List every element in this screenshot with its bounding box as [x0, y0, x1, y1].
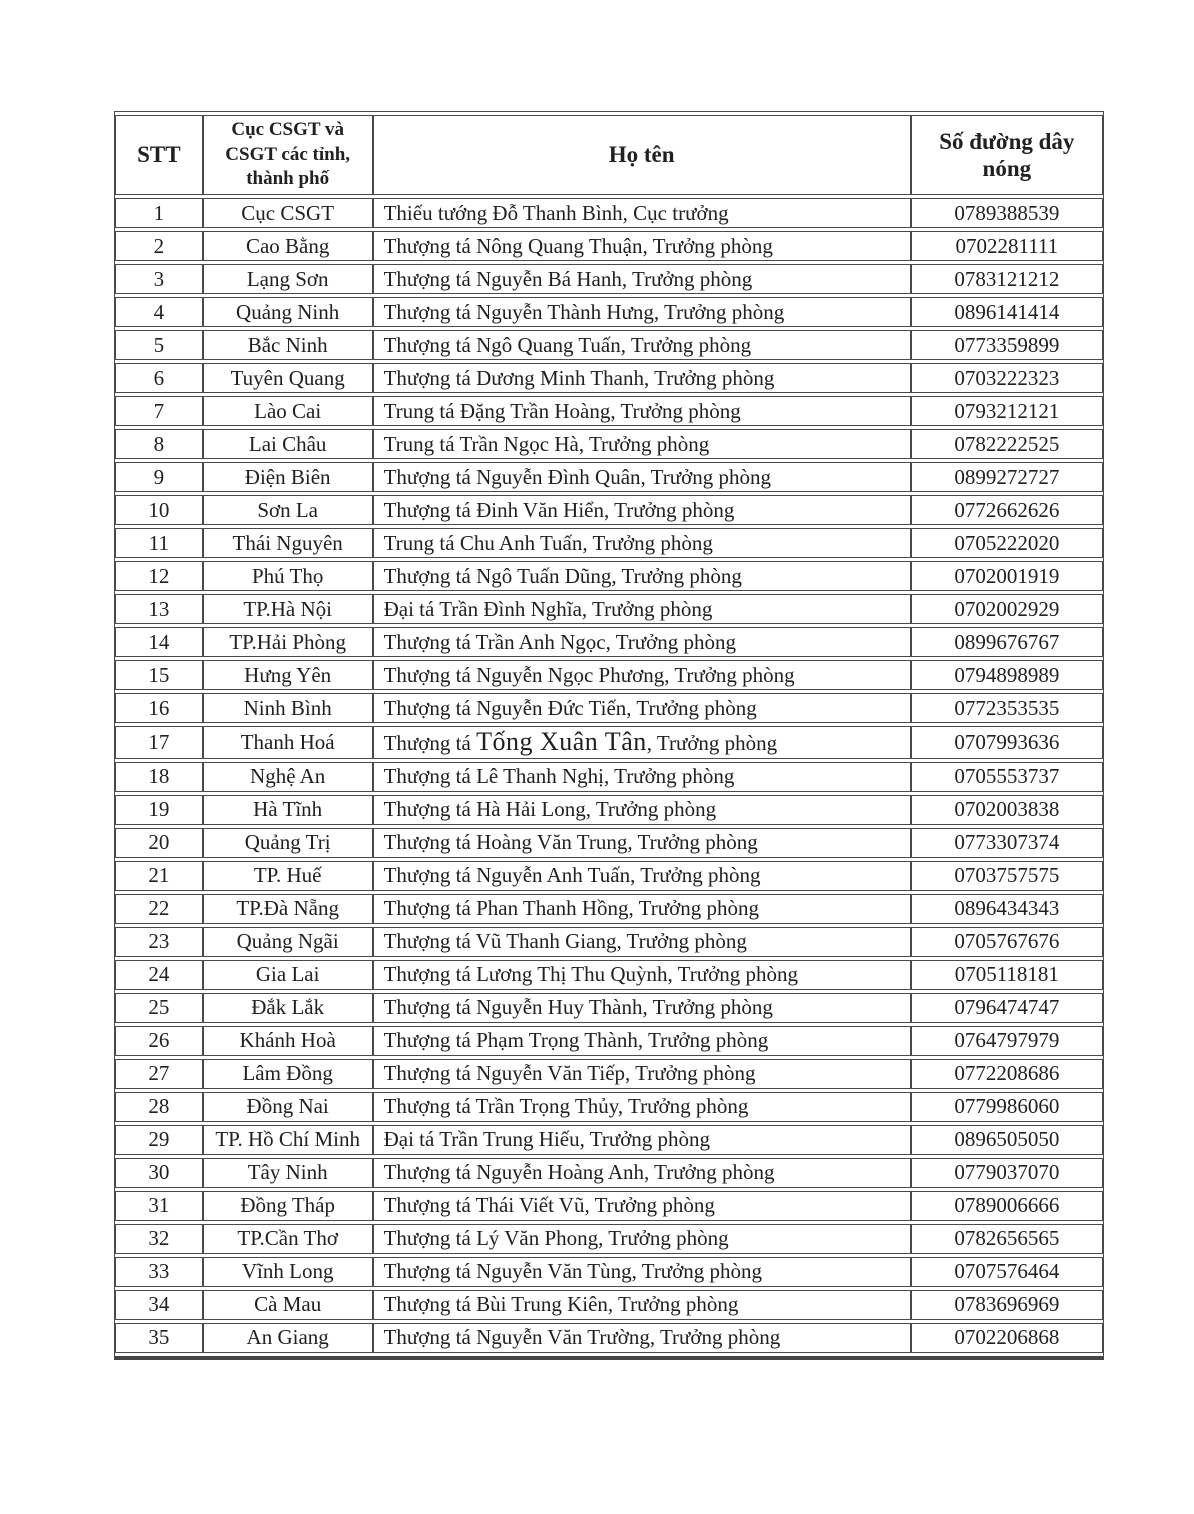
table-row: [115, 561, 1103, 591]
phone-cell: 0896434343: [911, 894, 1103, 924]
province-cell: Khánh Hoà: [203, 1026, 373, 1056]
header-row: [115, 115, 1103, 195]
phone-cell: 0796474747: [911, 993, 1103, 1023]
table-row: [115, 660, 1103, 690]
province-cell: Hà Tĩnh: [203, 795, 373, 825]
stt-cell: 18: [115, 762, 203, 792]
province-cell: Hưng Yên: [203, 660, 373, 690]
table-row: [115, 1158, 1103, 1188]
province-cell: Bắc Ninh: [203, 330, 373, 360]
province-cell: Lai Châu: [203, 429, 373, 459]
table-row: [115, 396, 1103, 426]
stt-cell: 19: [115, 795, 203, 825]
table-row: [115, 993, 1103, 1023]
name-cell: Thượng tá Nguyễn Ngọc Phương, Trưởng phòng: [373, 660, 911, 690]
province-cell: Tuyên Quang: [203, 363, 373, 393]
stt-cell: 4: [115, 297, 203, 327]
emphasized-name: Tống Xuân Tân: [476, 727, 647, 757]
phone-cell: 0779986060: [911, 1092, 1103, 1122]
phone-cell: 0702002929: [911, 594, 1103, 624]
stt-cell: 33: [115, 1257, 203, 1287]
phone-cell: 0772208686: [911, 1059, 1103, 1089]
name-cell: Trung tá Trần Ngọc Hà, Trưởng phòng: [373, 429, 911, 459]
table-row: [115, 363, 1103, 393]
phone-cell: 0705222020: [911, 528, 1103, 558]
table-row: [115, 429, 1103, 459]
stt-cell: 22: [115, 894, 203, 924]
name-cell: Thượng tá Nguyễn Văn Tùng, Trưởng phòng: [373, 1257, 911, 1287]
province-cell: Thái Nguyên: [203, 528, 373, 558]
stt-cell: 24: [115, 960, 203, 990]
table-row: [115, 927, 1103, 957]
stt-cell: 17: [115, 726, 203, 759]
name-cell: Thượng tá Nguyễn Thành Hưng, Trưởng phòng: [373, 297, 911, 327]
table-row: [115, 894, 1103, 924]
table-row: [115, 1224, 1103, 1254]
phone-cell: 0783696969: [911, 1290, 1103, 1320]
province-cell: Cao Bằng: [203, 231, 373, 261]
stt-cell: 6: [115, 363, 203, 393]
province-cell: Vĩnh Long: [203, 1257, 373, 1287]
province-cell: Gia Lai: [203, 960, 373, 990]
phone-cell: 0789006666: [911, 1191, 1103, 1221]
table-row: [115, 795, 1103, 825]
province-cell: Tây Ninh: [203, 1158, 373, 1188]
phone-cell: 0707576464: [911, 1257, 1103, 1287]
table-row: [115, 297, 1103, 327]
stt-cell: 5: [115, 330, 203, 360]
name-cell: Thượng tá Nguyễn Huy Thành, Trưởng phòng: [373, 993, 911, 1023]
name-cell: Thượng tá Hà Hải Long, Trưởng phòng: [373, 795, 911, 825]
header-name: Họ tên: [373, 115, 911, 195]
phone-cell: 0793212121: [911, 396, 1103, 426]
province-cell: Lâm Đồng: [203, 1059, 373, 1089]
name-cell: Thượng tá Thái Viết Vũ, Trưởng phòng: [373, 1191, 911, 1221]
stt-cell: 12: [115, 561, 203, 591]
table-row: [115, 594, 1103, 624]
table-row: [115, 528, 1103, 558]
table-row: [115, 264, 1103, 294]
table-row: [115, 627, 1103, 657]
table-row: [115, 1323, 1103, 1353]
province-cell: Lào Cai: [203, 396, 373, 426]
province-cell: Điện Biên: [203, 462, 373, 492]
stt-cell: 13: [115, 594, 203, 624]
table-row: [115, 330, 1103, 360]
name-cell: Thượng tá Nguyễn Anh Tuấn, Trưởng phòng: [373, 861, 911, 891]
phone-cell: 0783121212: [911, 264, 1103, 294]
table-body: [115, 198, 1103, 1353]
table-row: [115, 1191, 1103, 1221]
name-cell: Thượng tá Đinh Văn Hiển, Trưởng phòng: [373, 495, 911, 525]
province-cell: TP. Huế: [203, 861, 373, 891]
phone-cell: 0702206868: [911, 1323, 1103, 1353]
phone-cell: 0899676767: [911, 627, 1103, 657]
stt-cell: 10: [115, 495, 203, 525]
table-row: [115, 861, 1103, 891]
phone-cell: 0896505050: [911, 1125, 1103, 1155]
province-cell: Ninh Bình: [203, 693, 373, 723]
name-cell: Thượng tá Phan Thanh Hồng, Trưởng phòng: [373, 894, 911, 924]
table-row: [115, 1059, 1103, 1089]
stt-cell: 32: [115, 1224, 203, 1254]
phone-cell: 0702003838: [911, 795, 1103, 825]
phone-cell: 0899272727: [911, 462, 1103, 492]
stt-cell: 2: [115, 231, 203, 261]
table-row: [115, 726, 1103, 759]
stt-cell: 9: [115, 462, 203, 492]
stt-cell: 16: [115, 693, 203, 723]
phone-cell: 0789388539: [911, 198, 1103, 228]
stt-cell: 27: [115, 1059, 203, 1089]
province-cell: Đồng Tháp: [203, 1191, 373, 1221]
table-row: [115, 198, 1103, 228]
phone-cell: 0896141414: [911, 297, 1103, 327]
province-cell: TP. Hồ Chí Minh: [203, 1125, 373, 1155]
table-row: [115, 495, 1103, 525]
province-cell: Đồng Nai: [203, 1092, 373, 1122]
province-cell: Cà Mau: [203, 1290, 373, 1320]
stt-cell: 14: [115, 627, 203, 657]
stt-cell: 29: [115, 1125, 203, 1155]
name-cell: Thiếu tướng Đỗ Thanh Bình, Cục trưởng: [373, 198, 911, 228]
phone-cell: 0707993636: [911, 726, 1103, 759]
province-cell: Đắk Lắk: [203, 993, 373, 1023]
phone-cell: 0772662626: [911, 495, 1103, 525]
province-cell: TP.Cần Thơ: [203, 1224, 373, 1254]
phone-cell: 0764797979: [911, 1026, 1103, 1056]
province-cell: Thanh Hoá: [203, 726, 373, 759]
name-cell: Thượng tá Nguyễn Hoàng Anh, Trưởng phòng: [373, 1158, 911, 1188]
phone-cell: 0703222323: [911, 363, 1103, 393]
name-cell: Thượng tá Trần Trọng Thủy, Trưởng phòng: [373, 1092, 911, 1122]
table-row: [115, 462, 1103, 492]
stt-cell: 7: [115, 396, 203, 426]
name-cell: Thượng tá Ngô Quang Tuấn, Trưởng phòng: [373, 330, 911, 360]
table-row: [115, 1290, 1103, 1320]
name-cell: Thượng tá Nguyễn Bá Hanh, Trưởng phòng: [373, 264, 911, 294]
phone-cell: 0794898989: [911, 660, 1103, 690]
province-cell: Nghệ An: [203, 762, 373, 792]
name-cell: Thượng tá Nguyễn Đức Tiến, Trưởng phòng: [373, 693, 911, 723]
province-cell: Cục CSGT: [203, 198, 373, 228]
name-cell: Đại tá Trần Đình Nghĩa, Trưởng phòng: [373, 594, 911, 624]
stt-cell: 31: [115, 1191, 203, 1221]
phone-cell: 0782656565: [911, 1224, 1103, 1254]
name-cell: Thượng tá Ngô Tuấn Dũng, Trưởng phòng: [373, 561, 911, 591]
stt-cell: 21: [115, 861, 203, 891]
name-cell: Thượng tá Lương Thị Thu Quỳnh, Trưởng phòng: [373, 960, 911, 990]
stt-cell: 30: [115, 1158, 203, 1188]
table-row: [115, 231, 1103, 261]
stt-cell: 8: [115, 429, 203, 459]
stt-cell: 26: [115, 1026, 203, 1056]
name-cell: Thượng tá Nguyễn Văn Trường, Trưởng phòng: [373, 1323, 911, 1353]
header-province: Cục CSGT và CSGT các tỉnh, thành phố: [203, 115, 373, 195]
name-cell: Trung tá Đặng Trần Hoàng, Trưởng phòng: [373, 396, 911, 426]
stt-cell: 34: [115, 1290, 203, 1320]
table-row: [115, 960, 1103, 990]
table-row: [115, 1092, 1103, 1122]
name-cell: Đại tá Trần Trung Hiếu, Trưởng phòng: [373, 1125, 911, 1155]
province-cell: Lạng Sơn: [203, 264, 373, 294]
name-cell: Thượng tá Trần Anh Ngọc, Trưởng phòng: [373, 627, 911, 657]
phone-cell: 0705553737: [911, 762, 1103, 792]
name-cell: Thượng tá Lê Thanh Nghị, Trưởng phòng: [373, 762, 911, 792]
province-cell: Sơn La: [203, 495, 373, 525]
phone-cell: 0773359899: [911, 330, 1103, 360]
name-cell: Thượng tá Phạm Trọng Thành, Trưởng phòng: [373, 1026, 911, 1056]
stt-cell: 1: [115, 198, 203, 228]
name-cell: Thượng tá Lý Văn Phong, Trưởng phòng: [373, 1224, 911, 1254]
province-cell: TP.Đà Nẵng: [203, 894, 373, 924]
header-phone: Số đường dây nóng: [911, 115, 1103, 195]
hotline-table-container: [114, 111, 1104, 1360]
table-header: [115, 115, 1103, 195]
province-cell: Quảng Ngãi: [203, 927, 373, 957]
table-row: [115, 1026, 1103, 1056]
province-cell: Quảng Ninh: [203, 297, 373, 327]
province-cell: An Giang: [203, 1323, 373, 1353]
stt-cell: 20: [115, 828, 203, 858]
stt-cell: 15: [115, 660, 203, 690]
phone-cell: 0705767676: [911, 927, 1103, 957]
table-row: [115, 828, 1103, 858]
province-cell: Phú Thọ: [203, 561, 373, 591]
name-cell: Thượng tá Nguyễn Văn Tiếp, Trưởng phòng: [373, 1059, 911, 1089]
table-row: [115, 693, 1103, 723]
phone-cell: 0705118181: [911, 960, 1103, 990]
stt-cell: 25: [115, 993, 203, 1023]
phone-cell: 0702281111: [911, 231, 1103, 261]
phone-cell: 0702001919: [911, 561, 1103, 591]
table-row: [115, 1257, 1103, 1287]
province-cell: TP.Hà Nội: [203, 594, 373, 624]
name-cell: Thượng tá Hoàng Văn Trung, Trưởng phòng: [373, 828, 911, 858]
table-row: [115, 1125, 1103, 1155]
phone-cell: 0773307374: [911, 828, 1103, 858]
table-row: [115, 762, 1103, 792]
stt-cell: 23: [115, 927, 203, 957]
name-cell: Thượng tá Dương Minh Thanh, Trưởng phòng: [373, 363, 911, 393]
name-cell: Thượng tá Tống Xuân Tân, Trưởng phòng: [373, 726, 911, 759]
name-cell: Trung tá Chu Anh Tuấn, Trưởng phòng: [373, 528, 911, 558]
hotline-table: [114, 111, 1104, 1360]
name-cell: Thượng tá Nguyễn Đình Quân, Trưởng phòng: [373, 462, 911, 492]
province-cell: Quảng Trị: [203, 828, 373, 858]
province-cell: TP.Hải Phòng: [203, 627, 373, 657]
stt-cell: 28: [115, 1092, 203, 1122]
phone-cell: 0703757575: [911, 861, 1103, 891]
name-cell: Thượng tá Bùi Trung Kiên, Trưởng phòng: [373, 1290, 911, 1320]
name-cell: Thượng tá Nông Quang Thuận, Trưởng phòng: [373, 231, 911, 261]
phone-cell: 0779037070: [911, 1158, 1103, 1188]
phone-cell: 0782222525: [911, 429, 1103, 459]
name-cell: Thượng tá Vũ Thanh Giang, Trưởng phòng: [373, 927, 911, 957]
stt-cell: 3: [115, 264, 203, 294]
phone-cell: 0772353535: [911, 693, 1103, 723]
stt-cell: 11: [115, 528, 203, 558]
header-stt: STT: [115, 115, 203, 195]
stt-cell: 35: [115, 1323, 203, 1353]
